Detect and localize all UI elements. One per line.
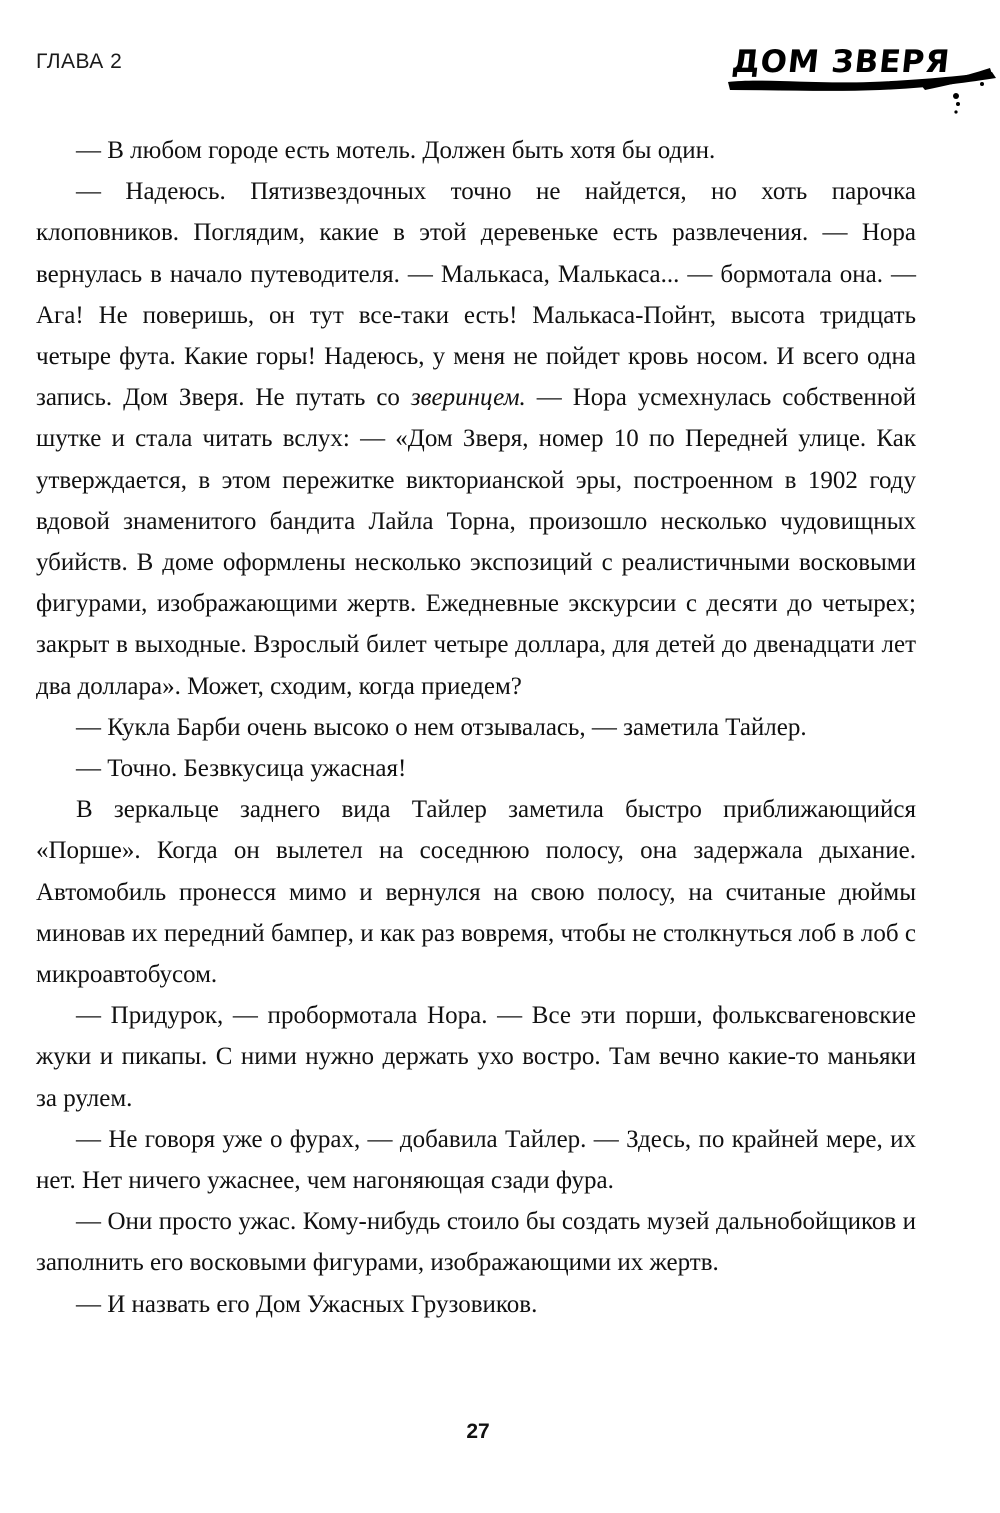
paragraph-1: — В любом городе есть мотель. Должен быть хотя бы один. (76, 137, 716, 164)
paragraph-3: — Кукла Барби очень высоко о нем отзывалась, — заметила Тайлер. (76, 713, 807, 741)
paragraph-4: — Точно. Безвкусица ужасная! (76, 755, 407, 783)
body-text (36, 130, 916, 1325)
book-title: ДОМ ЗВЕРЯ (730, 44, 952, 80)
paragraph-5: В зеркальце заднего вида Тайлер заметила быстро приближающийся «Порше». Когда он вылетел на соседнюю полосу, она задержала дыхание. Автомобиль пронесся мимо и вернулся на свою полосу, на считаные дюймы миновав их передний бампер, и как раз вовремя, чтобы не столкнуться лоб в лоб с микроавтобусом. (36, 796, 916, 989)
running-head-title-logo (720, 38, 1000, 118)
paragraph-2-part-2: — Нора усмехнулась собственной шутке и стала читать вслух: — «Дом Зверя, номер 10 по Передней улице. Как утверждается, в этом пережитке викторианской эры, построенном в 1902 году вдовой знаменитого бандита Лайла Торна, произошло несколько чудовищных убийств. В доме оформлены несколько экспозиций с реалистичными восковыми фигурами, изображающими жертв. Ежедневные экскурсии с десяти до четырех; закрыт в выходные. Взрослый билет четыре доллара, для детей до двенадцати лет два доллара». Может, сходим, когда приедем? (36, 384, 916, 700)
paragraph-9: — И назвать его Дом Ужасных Грузовиков. (76, 1290, 538, 1318)
paragraph-7: — Не говоря уже о фурах, — добавила Тайлер. — Здесь, по крайней мере, их нет. Нет ничего ужаснее, чем нагоняющая сзади фура. (36, 1125, 916, 1195)
emphasis-zverinets: зверинцем. (410, 384, 526, 412)
paragraph-2 (36, 171, 916, 707)
paragraph-2-part-1: — Надеюсь. Пятизвездочных точно не найдется, но хоть парочка клоповников. Поглядим, какие в этой деревеньке есть развлечения. — Нора вернулась в начало путеводителя. — Малькаса, Малькаса... — бормотала она. — Ага! Не поверишь, он тут все-таки есть! Малькаса-Пойнт, высота тридцать четыре фута. Какие горы! Надеюсь, у меня не пойдет кровь носом. И всего одна запись. Дом Зверя. Не путать со (36, 178, 916, 412)
page-number: 27 (466, 1420, 490, 1443)
paragraph-6: — Придурок, — пробормотала Нора. — Все эти порши, фольксвагеновские жуки и пикапы. С ними нужно держать ухо востро. Там вечно какие-то маньяки за рулем. (36, 1002, 916, 1112)
paragraph-8: — Они просто ужас. Кому-нибудь стоило бы создать музей дальнобойщиков и заполнить его восковыми фигурами, изображающими их жертв. (36, 1208, 916, 1277)
running-head-chapter: ГЛАВА 2 (36, 50, 123, 73)
